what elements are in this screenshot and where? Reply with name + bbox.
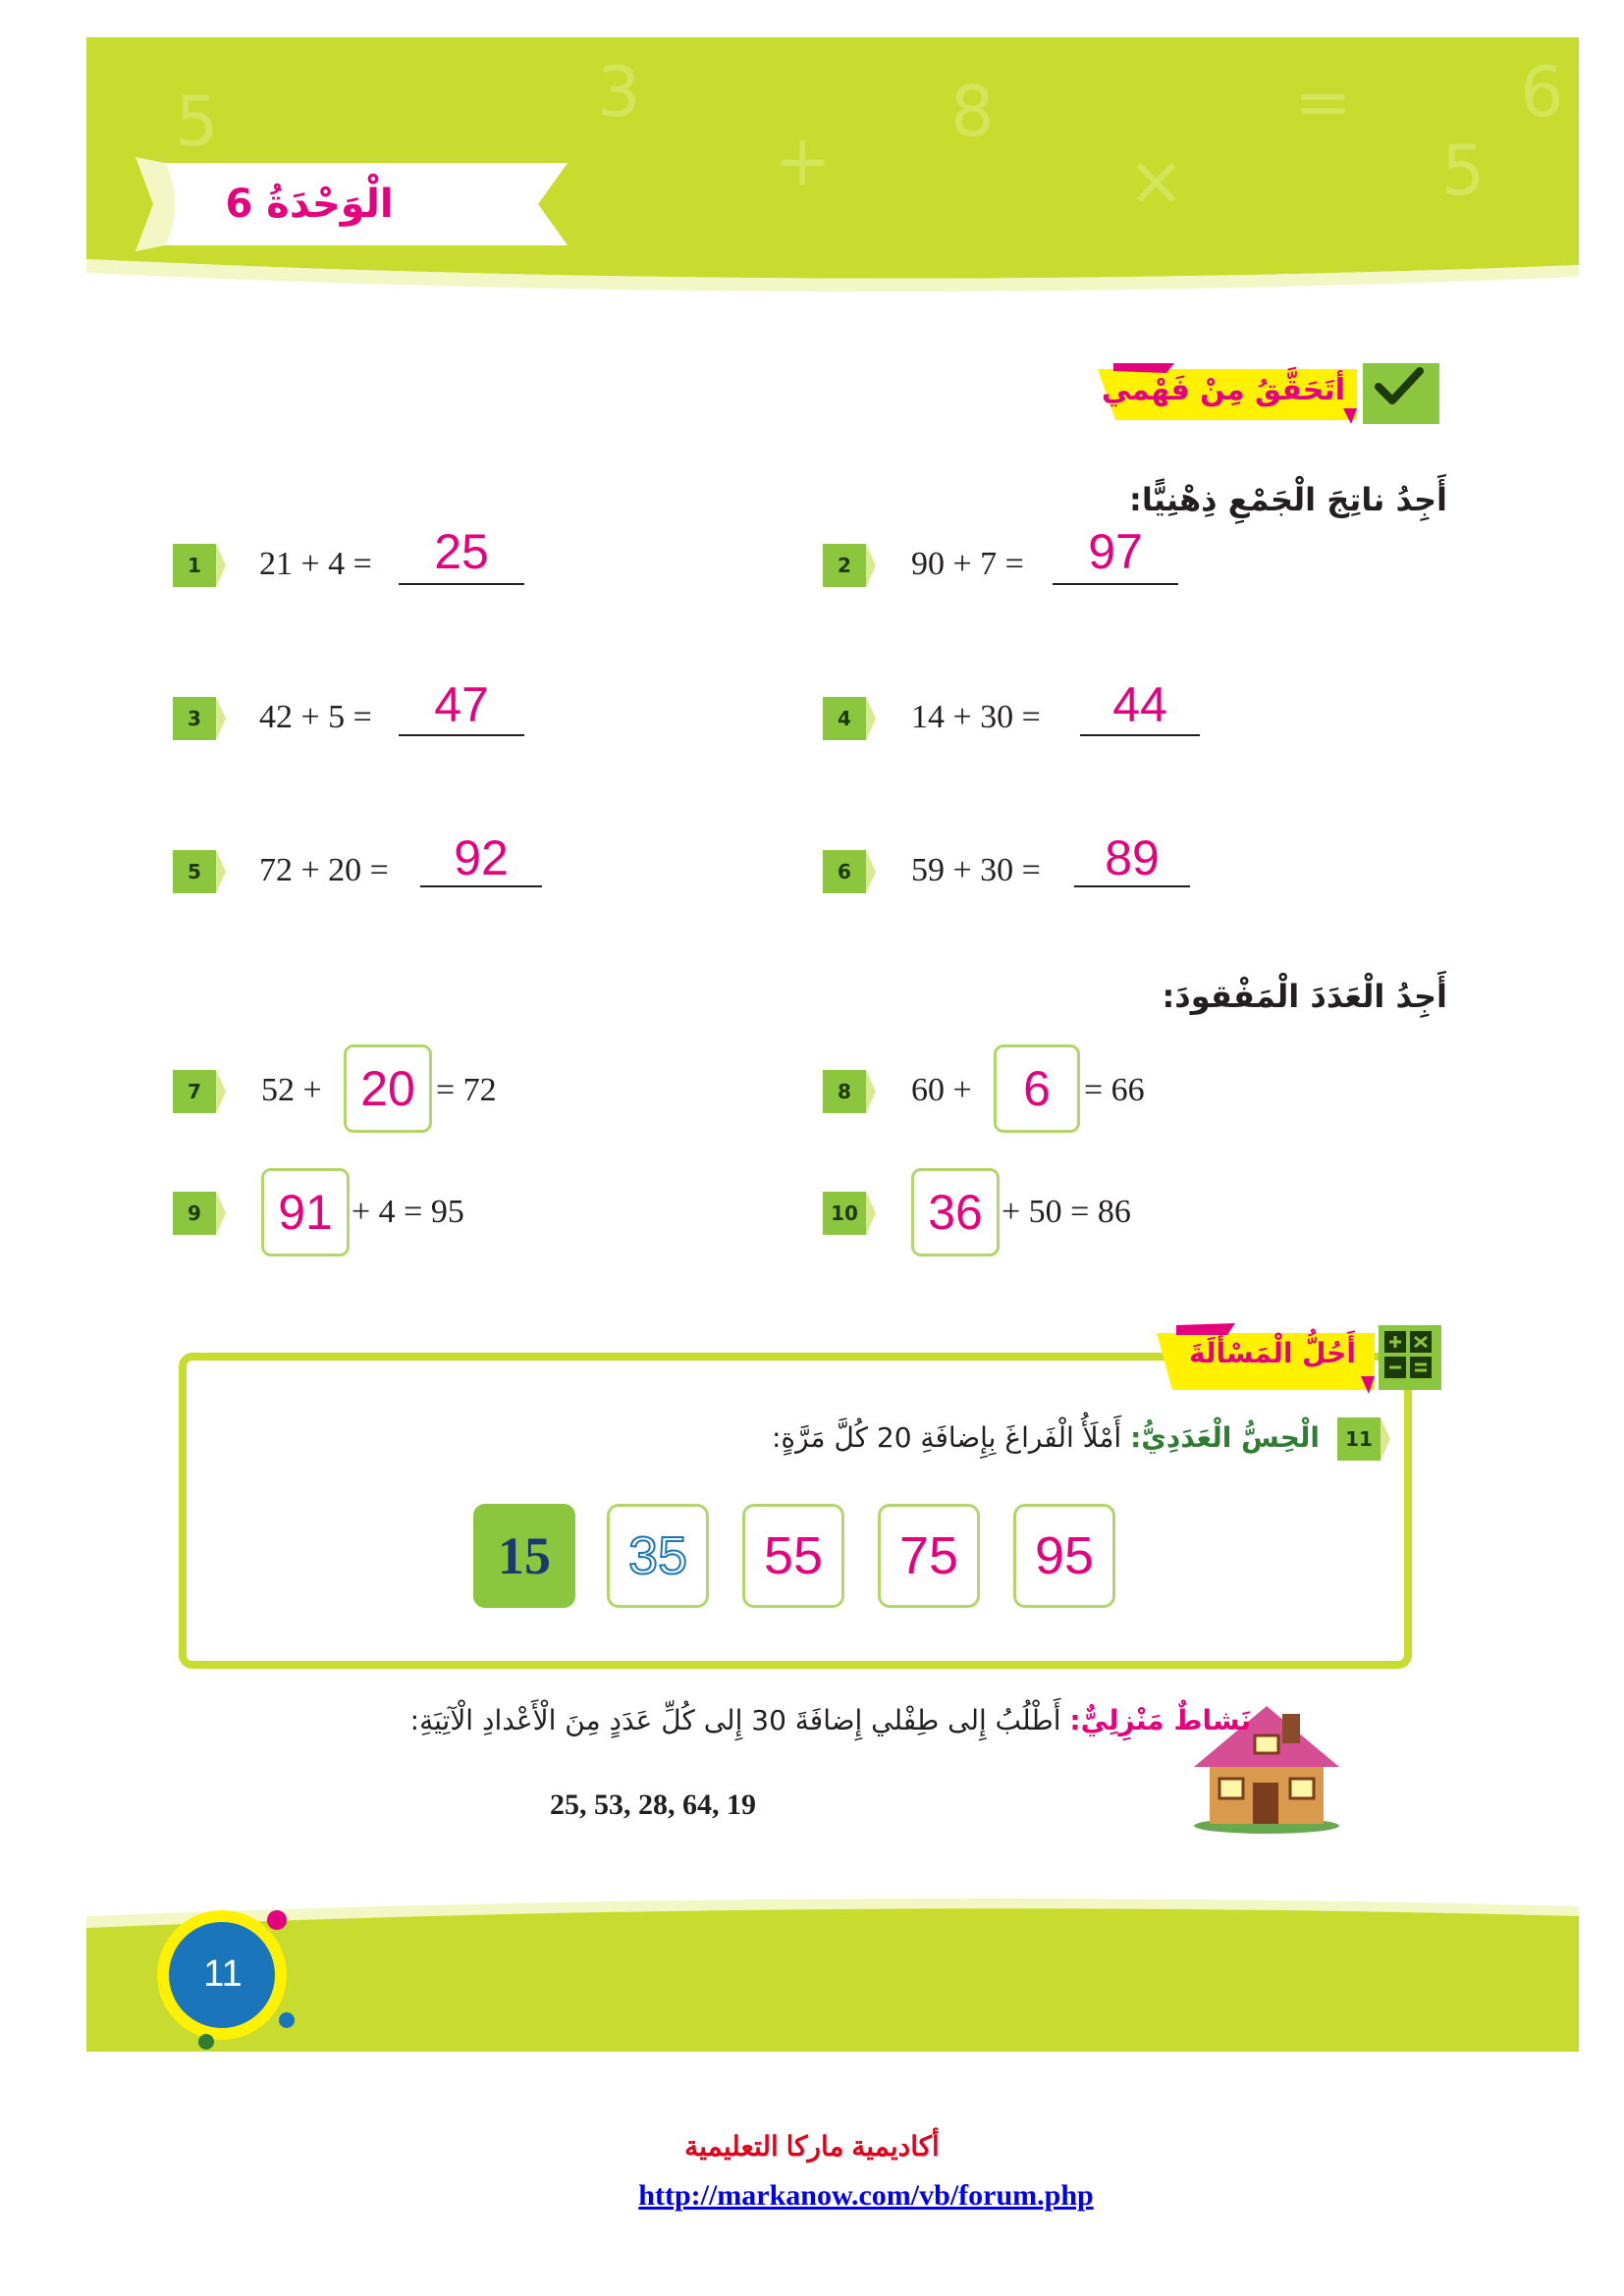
item-number: 4	[823, 697, 866, 740]
item-number: 5	[173, 850, 216, 893]
item-number: 9	[173, 1192, 216, 1235]
answer-line	[1080, 734, 1200, 736]
item-number: 11	[1337, 1417, 1380, 1461]
item-answer: 25	[434, 524, 489, 579]
missing-answer-box: 36	[911, 1168, 1000, 1256]
item-number: 6	[823, 850, 866, 893]
svg-text:+: +	[774, 121, 832, 201]
item-before: 60 +	[911, 1072, 972, 1108]
item-expression: 14 + 30 =	[911, 699, 1041, 735]
missing-answer-box: 91	[261, 1168, 350, 1256]
sequence-box-dotted: 35	[607, 1504, 709, 1608]
sequence-box: 75	[878, 1504, 980, 1608]
problem-text	[772, 1421, 1320, 1454]
credit-link[interactable]: http://markanow.com/vb/forum.php	[638, 2179, 1094, 2212]
sequence-box: 55	[742, 1504, 844, 1608]
item-after: + 4 = 95	[352, 1194, 464, 1230]
item-answer: 44	[1112, 677, 1167, 732]
item-after: = 66	[1084, 1072, 1145, 1108]
item-number: 8	[823, 1070, 866, 1113]
item-answer: 47	[434, 677, 489, 732]
missing-answer-box: 6	[994, 1044, 1080, 1133]
check-section-title: أتَحَقَّقُ مِنْ فَهْمي	[1101, 373, 1345, 407]
mental-addition-instruction: أَجِدُ ناتِجَ الْجَمْعِ ذِهْنِيًّا:	[1129, 481, 1447, 518]
calculator-icon	[1382, 1329, 1434, 1380]
svg-text:6: 6	[1520, 52, 1564, 133]
item-expression: 42 + 5 =	[259, 699, 372, 735]
svg-text:3: 3	[597, 52, 641, 133]
item-number: 1	[173, 544, 216, 587]
unit-title: الْوَحْدَةُ 6	[225, 182, 394, 227]
item-answer: 92	[454, 830, 509, 885]
item-answer: 97	[1088, 524, 1143, 579]
item-before: 52 +	[261, 1072, 322, 1108]
item-number: 2	[823, 544, 866, 587]
answer-line	[420, 885, 542, 887]
problem-instruction: أَمْلَأُ الْفَراغَ بِإِضافَةِ 20 كُلَّ مَرَّةٍ:	[772, 1421, 1131, 1454]
item-number: 10	[823, 1192, 866, 1235]
item-number: 3	[173, 697, 216, 740]
problem-lead: الْحِسُّ الْعَدَدِيُّ:	[1130, 1421, 1320, 1454]
item-after: = 72	[436, 1072, 497, 1108]
answer-line	[399, 583, 524, 585]
credit-name: أكاديمية ماركا التعليمية	[684, 2131, 940, 2162]
svg-text:×: ×	[1127, 140, 1185, 221]
svg-text:5: 5	[1441, 131, 1486, 211]
svg-text:=: =	[1294, 62, 1352, 142]
missing-number-instruction: أَجِدُ الْعَدَدَ الْمَفْقودَ:	[1162, 978, 1447, 1015]
missing-answer-box: 20	[344, 1044, 432, 1133]
item-answer: 89	[1105, 830, 1160, 885]
item-expression: 59 + 30 =	[911, 852, 1041, 888]
checkmark-icon	[1375, 365, 1424, 408]
item-expression: 72 + 20 =	[259, 852, 389, 888]
item-number: 7	[173, 1070, 216, 1113]
item-expression: 90 + 7 =	[911, 546, 1024, 582]
svg-text:8: 8	[950, 72, 995, 152]
home-activity-label: نَشاطٌ مَنْزِلِيٌّ:	[1069, 1704, 1251, 1736]
answer-line	[399, 734, 524, 736]
home-activity-instruction: أَطْلُبُ إِلى طِفْلي إِضافَةَ 30 إِلى كُلِّ عَدَدٍ مِنَ الْأَعْدادِ الْآتِيَةِ:	[409, 1704, 1070, 1736]
problem-section-title: أَحُلُّ الْمَسْأَلَةَ	[1189, 1337, 1356, 1369]
home-activity-text	[410, 1704, 1251, 1736]
item-expression: 21 + 4 =	[259, 546, 372, 582]
sequence-box-given: 15	[473, 1504, 575, 1608]
footer-band	[86, 1895, 1579, 2052]
item-after: + 50 = 86	[1001, 1194, 1131, 1230]
svg-text:5: 5	[175, 81, 219, 162]
home-activity-numbers: 25, 53, 28, 64, 19	[550, 1789, 756, 1821]
answer-line	[1074, 885, 1190, 887]
sequence-box: 95	[1013, 1504, 1115, 1608]
page-number: 11	[203, 1953, 243, 1995]
answer-line	[1053, 583, 1178, 585]
